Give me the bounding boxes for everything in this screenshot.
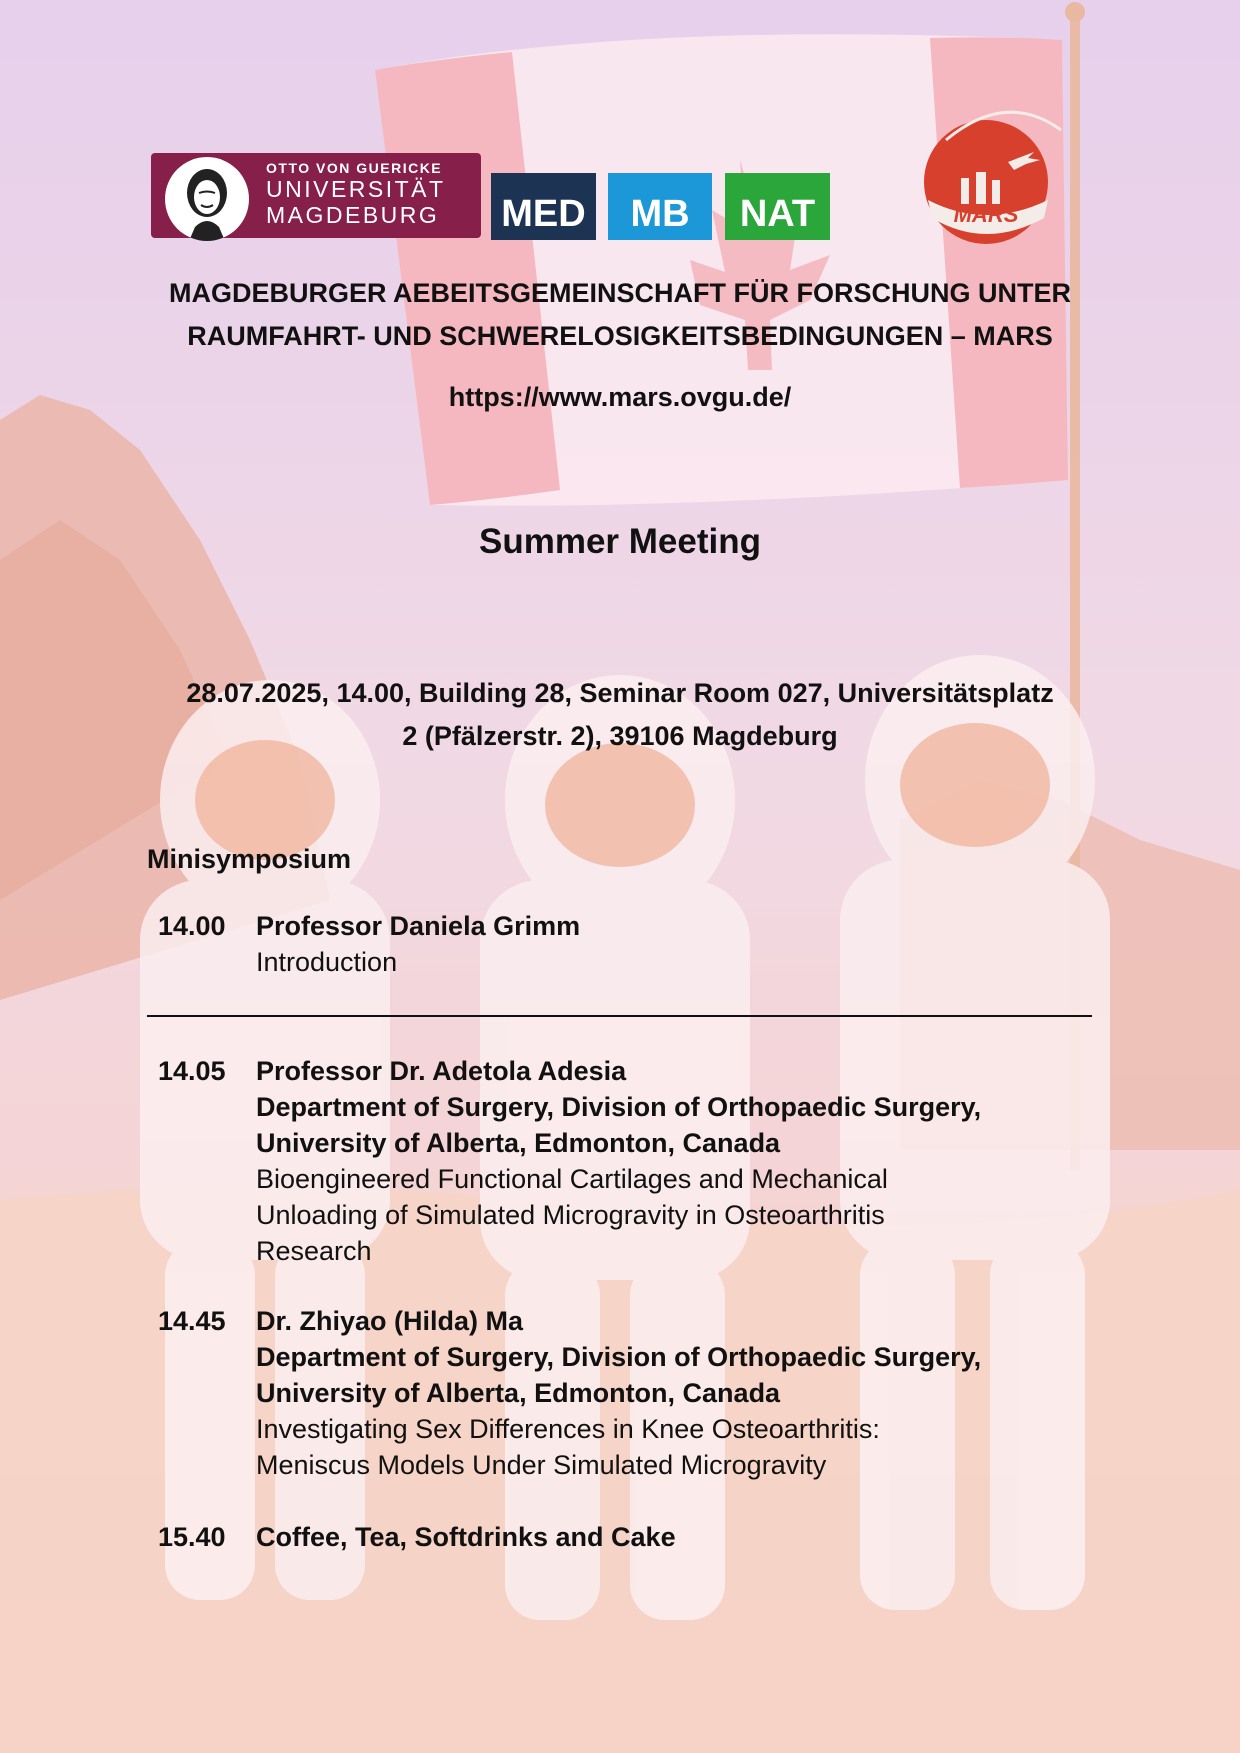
- entry-speaker: Coffee, Tea, Softdrinks and Cake: [256, 1522, 676, 1552]
- entry-speaker: Professor Daniela Grimm: [256, 911, 581, 941]
- organization-title-line2: RAUMFAHRT- UND SCHWERELOSIGKEITSBEDINGUNGEN – MARS: [187, 321, 1053, 351]
- program-entry: [158, 1519, 1098, 1555]
- section-heading: Minisymposium: [147, 844, 352, 874]
- guericke-portrait-icon: [165, 157, 249, 241]
- university-logo-line2: UNIVERSITÄT: [266, 176, 446, 202]
- organization-title-line1: MAGDEBURGER AEBEITSGEMEINSCHAFT FÜR FORSCHUNG UNTER: [168, 278, 1071, 308]
- entry-talk-line1: Investigating Sex Differences in Knee Osteoarthritis:: [256, 1414, 880, 1444]
- med-faculty-badge: MED: [491, 173, 596, 240]
- university-logo-line1: OTTO VON GUERICKE: [266, 160, 443, 176]
- organization-title: [150, 272, 1090, 358]
- entry-time: 15.40: [158, 1522, 226, 1552]
- entry-speaker: Dr. Zhiyao (Hilda) Ma: [256, 1306, 524, 1336]
- divider-line: [147, 1015, 1092, 1017]
- entry-affiliation-line1: Department of Surgery, Division of Orthopaedic Surgery,: [256, 1342, 982, 1372]
- nat-faculty-badge: NAT: [725, 173, 830, 240]
- website-link[interactable]: https://www.mars.ovgu.de/: [448, 382, 792, 412]
- entry-talk: Introduction: [256, 947, 398, 977]
- entry-talk-line1: Bioengineered Functional Cartilages and Mechanical: [256, 1164, 888, 1194]
- event-details: [130, 672, 1110, 758]
- entry-time: 14.05: [158, 1056, 226, 1086]
- entry-affiliation-line2: University of Alberta, Edmonton, Canada: [256, 1128, 781, 1158]
- entry-talk-line2: Unloading of Simulated Microgravity in Osteoarthritis: [256, 1200, 885, 1230]
- entry-talk-line2: Meniscus Models Under Simulated Microgravity: [256, 1450, 827, 1480]
- university-logo: [151, 153, 481, 238]
- entry-affiliation-line1: Department of Surgery, Division of Orthopaedic Surgery,: [256, 1092, 982, 1122]
- entry-time: 14.45: [158, 1306, 226, 1336]
- entry-affiliation-line2: University of Alberta, Edmonton, Canada: [256, 1378, 781, 1408]
- mb-faculty-badge: MB: [608, 173, 712, 240]
- program-entry: [158, 908, 1098, 980]
- entry-time: 14.00: [158, 911, 226, 941]
- mars-logo: [916, 100, 1066, 250]
- event-title: Summer Meeting: [479, 522, 761, 561]
- program-entry: [158, 1303, 1098, 1483]
- program-entry: [158, 1053, 1098, 1269]
- university-logo-line3: MAGDEBURG: [266, 202, 440, 228]
- event-details-line1: 28.07.2025, 14.00, Building 28, Seminar Room 027, Universitätsplatz: [186, 678, 1054, 708]
- entry-speaker: Professor Dr. Adetola Adesia: [256, 1056, 627, 1086]
- mars-logo-text: MARS: [953, 202, 1019, 227]
- entry-talk-line3: Research: [256, 1236, 372, 1266]
- event-details-line2: 2 (Pfälzerstr. 2), 39106 Magdeburg: [402, 721, 838, 751]
